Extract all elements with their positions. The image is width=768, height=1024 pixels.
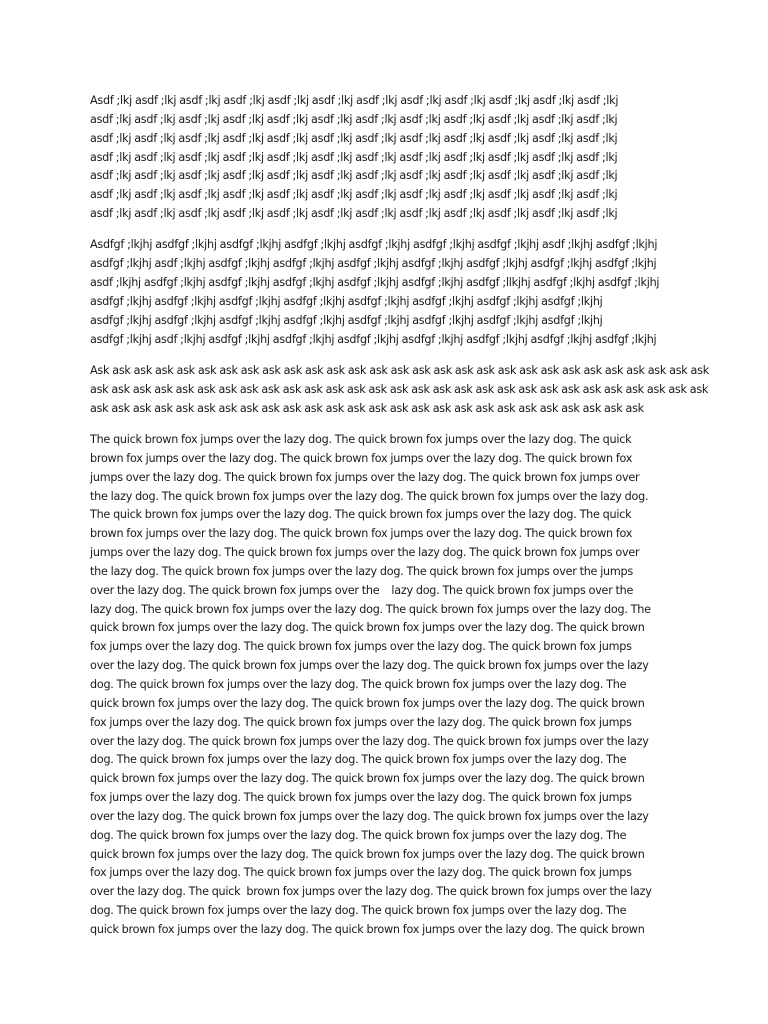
paragraph-ask	[90, 362, 709, 419]
text-line: quick brown fox jumps over the lazy dog. The quick brown fox jumps over the lazy dog. The quick brown	[90, 696, 645, 710]
text-line: fox jumps over the lazy dog. The quick brown fox jumps over the lazy dog. The quick brown fox jumps	[90, 640, 632, 654]
text-line: dog. The quick brown fox jumps over the lazy dog. The quick brown fox jumps over the lazy dog. The	[90, 828, 627, 842]
text-line: asdf ;lkj asdf ;lkj asdf ;lkj asdf ;lkj asdf ;lkj asdf ;lkj asdf ;lkj asdf ;lkj asdf ;lkj asdf ;lkj asdf ;lkj asdf ;lkj	[90, 188, 618, 202]
text-line: dog. The quick brown fox jumps over the lazy dog. The quick brown fox jumps over the lazy dog. The	[90, 753, 627, 767]
text-line: asdf ;lkj asdf ;lkj asdf ;lkj asdf ;lkj asdf ;lkj asdf ;lkj asdf ;lkj asdf ;lkj asdf ;lkj asdf ;lkj asdf ;lkj asdf ;lkj	[90, 169, 618, 183]
paragraph-asdf-lkj	[90, 92, 700, 224]
text-line: jumps over the lazy dog. The quick brown fox jumps over the lazy dog. The quick brown fox jumps over	[90, 470, 640, 484]
paragraph-asdfgf-lkjhj	[90, 236, 700, 349]
text-line: asdf ;lkj asdf ;lkj asdf ;lkj asdf ;lkj asdf ;lkj asdf ;lkj asdf ;lkj asdf ;lkj asdf ;lkj asdf ;lkj asdf ;lkj asdf ;lkj	[90, 112, 618, 126]
text-line: dog. The quick brown fox jumps over the lazy dog. The quick brown fox jumps over the lazy dog. The	[90, 904, 627, 918]
text-line: The quick brown fox jumps over the lazy dog. The quick brown fox jumps over the lazy dog. The quick	[90, 433, 632, 446]
text-line: the lazy dog. The quick brown fox jumps over the lazy dog. The quick brown fox jumps over the jumps	[90, 564, 633, 578]
text-line: Asdfgf ;lkjhj asdfgf ;lkjhj asdfgf ;lkjhj asdfgf ;lkjhj asdfgf ;lkjhj asdfgf ;lkjhj asdfgf ;lkjhj asdf ;lkjhj asdfgf ;lkjhj	[90, 238, 658, 252]
text-line: asdfgf ;lkjhj asdfgf ;lkjhj asdfgf ;lkjhj asdfgf ;lkjhj asdfgf ;lkjhj asdfgf ;lkjhj asdfgf ;lkjhj asdfgf ;lkjhj	[90, 294, 603, 308]
text-line: fox jumps over the lazy dog. The quick brown fox jumps over the lazy dog. The quick brown fox jumps	[90, 791, 632, 805]
text-line: fox jumps over the lazy dog. The quick brown fox jumps over the lazy dog. The quick brown fox jumps	[90, 866, 632, 880]
text-line: quick brown fox jumps over the lazy dog. The quick brown fox jumps over the lazy dog. The quick brown	[90, 922, 645, 936]
text-line: over the lazy dog. The quick brown fox jumps over the lazy dog. The quick brown fox jumps over the lazy	[90, 809, 649, 823]
text-line: asdf ;lkj asdf ;lkj asdf ;lkj asdf ;lkj asdf ;lkj asdf ;lkj asdf ;lkj asdf ;lkj asdf ;lkj asdf ;lkj asdf ;lkj asdf ;lkj	[90, 207, 618, 221]
text-line: over the lazy dog. The quick brown fox jumps over the lazy dog. The quick brown fox jumps over the	[90, 583, 634, 597]
document-body[interactable]	[90, 92, 709, 952]
text-line: over the lazy dog. The quick brown fox jumps over the lazy dog. The quick brown fox jumps over the lazy	[90, 734, 649, 748]
text-line: Ask ask ask ask ask ask ask ask ask ask ask ask ask ask ask ask ask ask ask ask ask ask ask ask ask ask ask ask ask	[90, 363, 709, 377]
text-line: over the lazy dog. The quick brown fox jumps over the lazy dog. The quick brown fox jumps over the lazy	[90, 885, 652, 899]
text-line: asdf ;lkj asdf ;lkj asdf ;lkj asdf ;lkj asdf ;lkj asdf ;lkj asdf ;lkj asdf ;lkj asdf ;lkj asdf ;lkj asdf ;lkj asdf ;lkj	[90, 131, 618, 145]
text-line: the lazy dog. The quick brown fox jumps over the lazy dog. The quick brown fox jumps over the lazy dog.	[90, 489, 649, 503]
text-line: over the lazy dog. The quick brown fox jumps over the lazy dog. The quick brown fox jumps over the lazy	[90, 659, 649, 673]
text-line: quick brown fox jumps over the lazy dog. The quick brown fox jumps over the lazy dog. The quick brown	[90, 621, 645, 635]
text-line: lazy dog. The quick brown fox jumps over the lazy dog. The quick brown fox jumps over the lazy dog. The	[90, 602, 651, 616]
text-line: ask ask ask ask ask ask ask ask ask ask ask ask ask ask ask ask ask ask ask ask ask ask ask ask ask ask	[90, 401, 644, 415]
text-line: quick brown fox jumps over the lazy dog. The quick brown fox jumps over the lazy dog. The quick brown	[90, 847, 645, 861]
text-line: Asdf ;lkj asdf ;lkj asdf ;lkj asdf ;lkj asdf ;lkj asdf ;lkj asdf ;lkj asdf ;lkj asdf ;lkj asdf ;lkj asdf ;lkj asdf ;lkj	[90, 94, 619, 107]
text-line: dog. The quick brown fox jumps over the lazy dog. The quick brown fox jumps over the lazy dog. The	[90, 677, 627, 691]
text-line: quick brown fox jumps over the lazy dog. The quick brown fox jumps over the lazy dog. The quick brown	[90, 772, 645, 786]
paragraph-quick-brown-fox	[90, 431, 700, 940]
text-line: asdf ;lkj asdf ;lkj asdf ;lkj asdf ;lkj asdf ;lkj asdf ;lkj asdf ;lkj asdf ;lkj asdf ;lkj asdf ;lkj asdf ;lkj asdf ;lkj	[90, 150, 618, 164]
text-line: ask ask ask ask ask ask ask ask ask ask ask ask ask ask ask ask ask ask ask ask ask ask ask ask ask ask ask ask ask	[90, 382, 709, 396]
text-line: jumps over the lazy dog. The quick brown fox jumps over the lazy dog. The quick brown fox jumps over	[90, 546, 640, 560]
text-line: asdf ;lkjhj asdfgf ;lkjhj asdfgf ;lkjhj asdfgf ;lkjhj asdfgf ;lkjhj asdfgf ;lkjhj asdfgf ;llkjhj asdfgf ;lkjhj asdfgf ;lkjhj	[90, 276, 660, 290]
text-line: asdfgf ;lkjhj asdf ;lkjhj asdfgf ;lkjhj asdfgf ;lkjhj asdfgf ;lkjhj asdfgf ;lkjhj asdfgf ;lkjhj asdfgf ;lkjhj asdfgf ;lkjhj	[90, 257, 657, 271]
text-line: brown fox jumps over the lazy dog. The quick brown fox jumps over the lazy dog. The quick brown fox	[90, 451, 633, 465]
text-line: asdfgf ;lkjhj asdf ;lkjhj asdfgf ;lkjhj asdfgf ;lkjhj asdfgf ;lkjhj asdfgf ;lkjhj asdfgf ;lkjhj asdfgf ;lkjhj asdfgf ;lkjhj	[90, 332, 657, 346]
text-line: fox jumps over the lazy dog. The quick brown fox jumps over the lazy dog. The quick brown fox jumps	[90, 715, 632, 729]
text-line: asdfgf ;lkjhj asdfgf ;lkjhj asdfgf ;lkjhj asdfgf ;lkjhj asdfgf ;lkjhj asdfgf ;lkjhj asdfgf ;lkjhj asdfgf ;lkjhj	[90, 313, 603, 327]
text-line: brown fox jumps over the lazy dog. The quick brown fox jumps over the lazy dog. The quick brown fox	[90, 527, 633, 541]
text-line: The quick brown fox jumps over the lazy dog. The quick brown fox jumps over the lazy dog. The quick	[90, 508, 632, 522]
